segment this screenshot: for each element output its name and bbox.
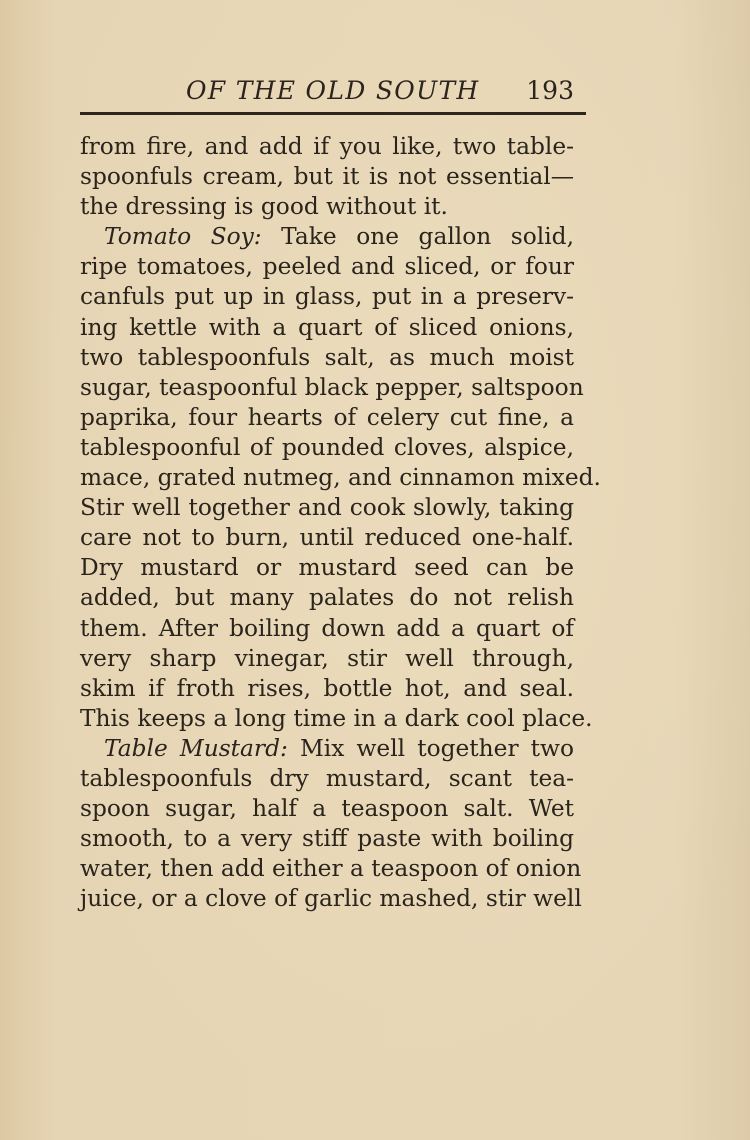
text-line: paprika, four hearts of celery cut fine, a xyxy=(80,403,574,431)
page-number: 193 xyxy=(526,76,574,105)
text-line-rest: Take one gallon solid, xyxy=(261,223,574,251)
running-head xyxy=(80,72,576,112)
text-line: mace, grated nutmeg, and cinnamon mixed. xyxy=(80,464,601,492)
text-line-rest: Mix well together two xyxy=(287,734,575,762)
text-line: ing kettle with a quart of sliced onions, xyxy=(80,313,574,341)
recipe-heading: Tomato Soy: xyxy=(104,223,262,251)
text-line: sugar, teaspoonful black pepper, saltspoon xyxy=(80,373,584,401)
body-text xyxy=(80,132,601,914)
text-line: skim if froth rises, bottle hot, and seal. xyxy=(80,674,574,702)
recipe-heading: Table Mustard: xyxy=(104,734,288,762)
text-line: tablespoonful of pounded cloves, alspice, xyxy=(80,433,574,461)
running-title: OF THE OLD SOUTH xyxy=(186,76,480,105)
text-line: water, then add either a teaspoon of onion xyxy=(80,855,582,883)
text-line: spoon sugar, half a teaspoon salt. Wet xyxy=(80,795,574,823)
text-line: spoonfuls cream, but it is not essential— xyxy=(80,163,574,191)
text-line: canfuls put up in glass, put in a preserv- xyxy=(80,283,574,311)
text-line: Stir well together and cook slowly, taking xyxy=(80,494,574,522)
text-line xyxy=(80,222,574,252)
text-line: tablespoonfuls dry mustard, scant tea- xyxy=(80,764,574,792)
text-line: ripe tomatoes, peeled and sliced, or four xyxy=(80,253,574,281)
text-line: added, but many palates do not relish xyxy=(80,584,574,612)
text-line: juice, or a clove of garlic mashed, stir well xyxy=(80,885,582,913)
text-line: the dressing is good without it. xyxy=(80,193,448,221)
text-line: from fire, and add if you like, two table- xyxy=(80,133,574,160)
text-line: Dry mustard or mustard seed can be xyxy=(80,554,574,582)
text-line xyxy=(80,734,574,764)
text-line: them. After boiling down add a quart of xyxy=(80,614,574,642)
text-line: smooth, to a very stiff paste with boiling xyxy=(80,825,574,853)
text-line: very sharp vinegar, stir well through, xyxy=(80,644,574,672)
text-line: This keeps a long time in a dark cool place. xyxy=(80,704,593,732)
header-rule xyxy=(80,112,586,115)
text-line: two tablespoonfuls salt, as much moist xyxy=(80,343,574,371)
text-line: care not to burn, until reduced one-half. xyxy=(80,524,574,552)
